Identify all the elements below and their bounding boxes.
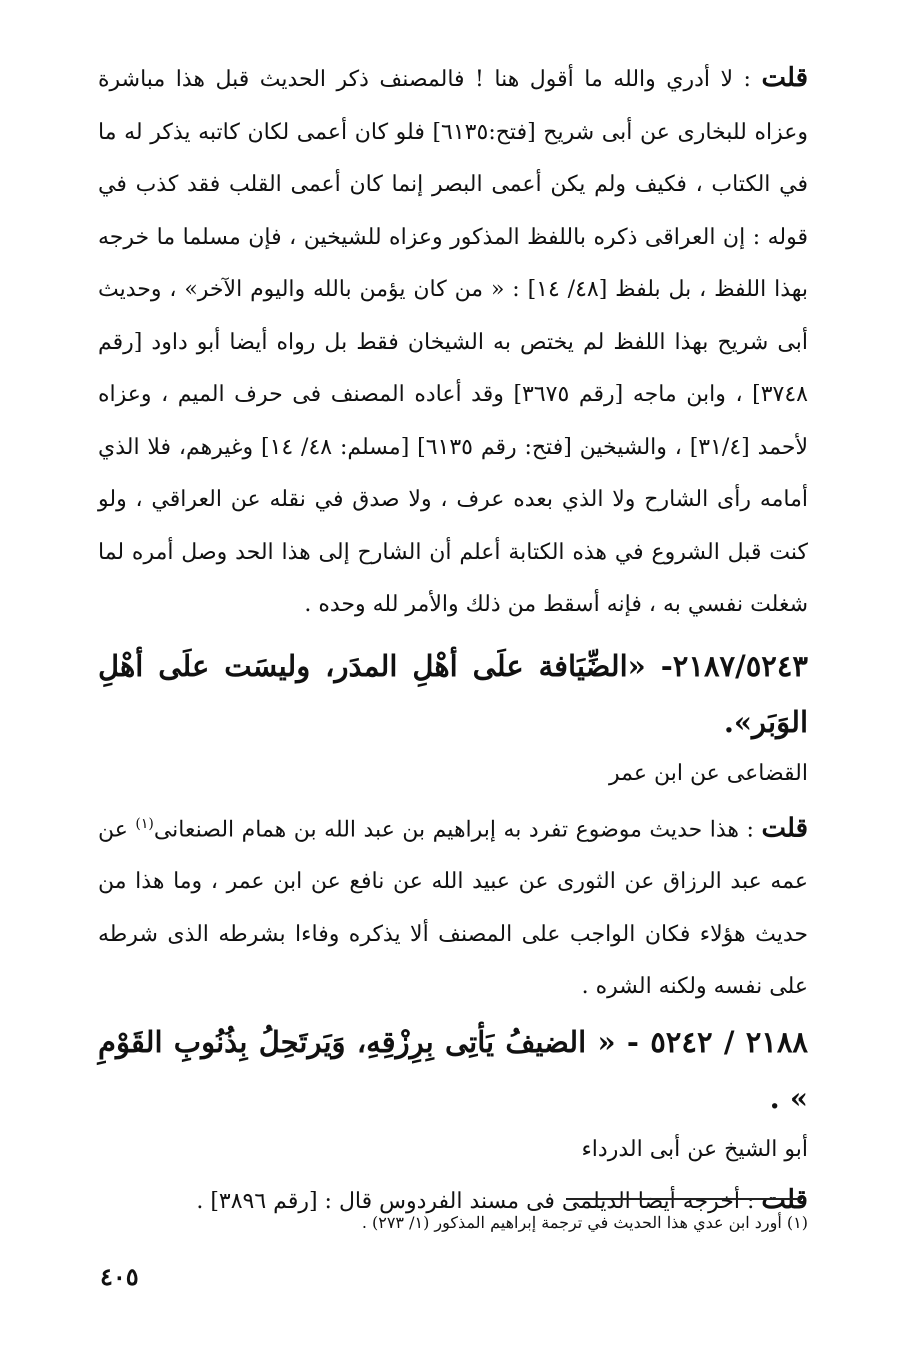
qultu-label-3: قلت <box>761 1184 808 1215</box>
hadith-2187: ٢١٨٧/٥٢٤٣- «الضِّيَافة علَى أهْلِ المدَر، وليسَت علَى أهْلِ الوَبَر». <box>98 648 808 739</box>
footnote: (١) أورد ابن عدي هذا الحديث في ترجمة إبراهيم المذكور (١/ ٢٧٣) . <box>361 1213 808 1232</box>
hadith-2187-source: القضاعى عن ابن عمر <box>608 760 808 786</box>
commentary-text-2b: عن عمه عبد الرزاق عن الثورى عن عبيد الله عن نافع عن ابن عمر ، وما هذا من حديث هؤلاء فكان الواجب على المصنف ألا يذكره وفاءا بشرطه الذى شرطه على نفسه ولكنه الشره . <box>98 816 808 1000</box>
qultu-label-1: قلت <box>761 63 809 93</box>
page-body <box>98 52 808 1228</box>
commentary-text-2a: : هذا حديث موضوع تفرد به إبراهيم بن عبد الله بن همام الصنعانى <box>153 816 754 842</box>
qultu-label-2: قلت <box>761 812 809 843</box>
commentary-text-1: : لا أدري والله ما أقول هنا ! فالمصنف ذكر الحديث قبل هذا مباشرة وعزاه للبخارى عن أبى شريح [فتح:٦١٣٥] فلو كان أعمى لكان كاتبه يذكر له ما في الكتاب ، فكيف ولم يكن أعمى البصر إنما كان أعمى القلب فقد كذب في قوله : إن العراقى ذكره باللفظ المذكور وعزاه للشيخين ، فإن مسلما ما خرجه بهذا اللفظ ، بل بلفظ [٤٨/ ١٤] : « من كان يؤمن بالله واليوم الآخر» ، وحديث أبى شريح بهذا اللفظ لم يختص به الشيخان فقط بل رواه أيضا أبو داود [رقم ٣٧٤٨] ، وابن ماجه [رقم ٣٦٧٥] وقد أعاده المصنف فى حرف الميم ، وعزاه لأحمد [٣١/٤] ، والشيخين [فتح: رقم ٦١٣٥] [مسلم: ٤٨/ ١٤] وغيرهم، فلا الذي أمامه رأى الشارح ولا الذي بعده عرف ، ولا صدق في نقله عن العراقي ، ولو كنت قبل الشروع في هذه الكتابة أعلم أن الشارح إلى هذا الحد وصل أمره لما شغلت نفسي به ، فإنه أسقط من ذلك والأمر لله وحده . <box>98 67 809 617</box>
hadith-2188-source: أبو الشيخ عن أبى الدرداء <box>581 1136 808 1162</box>
footnote-reference: (١) <box>135 815 154 832</box>
commentary-paragraph-1 <box>98 52 808 632</box>
commentary-text-3: : أخرجه أيضا الديلمى فى مسند الفردوس قال : [رقم ٣٨٩٦] . <box>196 1188 755 1214</box>
footnote-separator <box>566 1198 802 1200</box>
commentary-paragraph-2 <box>98 798 808 1014</box>
hadith-2188: ٢١٨٨ / ٥٢٤٢ - « الضيفُ يَأتِى بِرِزْقِهِ، وَيَرتَحِلُ بِذُنُوبِ القَوْمِ » . <box>98 1024 808 1115</box>
page-number: ٤٠٥ <box>100 1262 139 1291</box>
